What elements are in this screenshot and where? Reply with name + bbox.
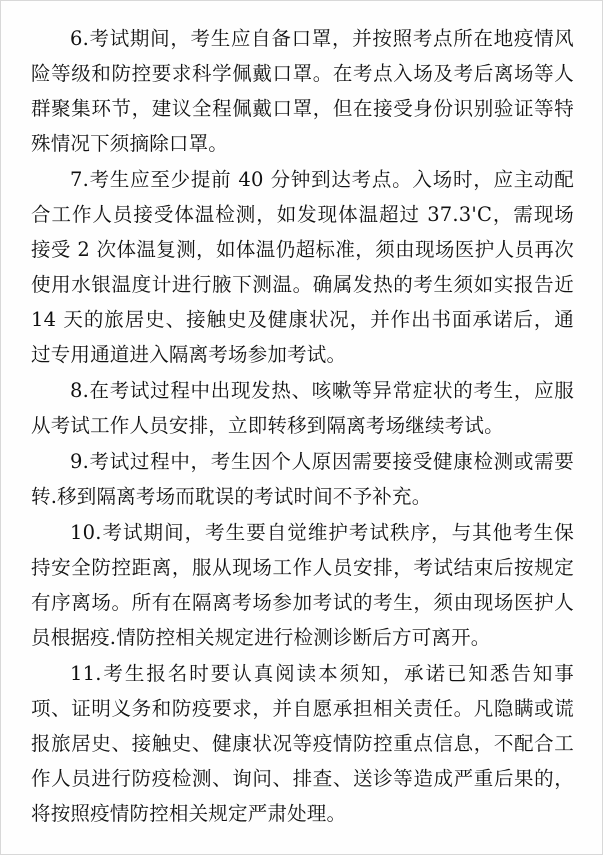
document-body bbox=[1, 1, 602, 831]
paragraph-9: 9.考试过程中，考生因个人原因需要接受健康检测或需要转.移到隔离考场而耽误的考试时间不予补充。 bbox=[31, 450, 574, 508]
paragraph-10: 10.考试期间，考生要自觉维护考试秩序，与其他考生保持安全防控距离，服从现场工作人员安排，考试结束后按规定有序离场。所有在隔离考场参加考试的考生，须由现场医护人员根据疫.情防控相关规定进行检测诊断后方可离开。 bbox=[31, 521, 574, 649]
paragraph-8: 8.在考试过程中出现发热、咳嗽等异常症状的考生，应服从考试工作人员安排，立即转移到隔离考场继续考试。 bbox=[31, 379, 574, 437]
paragraph-6: 6.考试期间，考生应自备口罩，并按照考点所在地疫情风险等级和防控要求科学佩戴口罩。在考点入场及考后离场等人群聚集环节，建议全程佩戴口罩，但在接受身份识别验证等特殊情况下须摘除口罩。 bbox=[31, 27, 574, 155]
paragraph-7: 7.考生应至少提前 40 分钟到达考点。入场时，应主动配合工作人员接受体温检测，如发现体温超过 37.3'C，需现场接受 2 次体温复测，如体温仍超标准，须由现场医护人员再次使用水银温度计进行腋下测温。确属发热的考生须如实报告近14 天的旅居史、接触史及健康状况，并作出书面承诺后，通过专用通道进入隔离考场参加考试。 bbox=[31, 168, 574, 366]
paragraph-11: 11.考生报名时要认真阅读本须知，承诺已知悉告知事项、证明义务和防疫要求，并自愿承担相关责任。凡隐瞒或谎报旅居史、接触史、健康状况等疫情防控重点信息，不配合工作人员进行防疫检测、询问、排查、送诊等造成严重后果的，将按照疫情防控相关规定严肃处理。 bbox=[31, 662, 574, 825]
